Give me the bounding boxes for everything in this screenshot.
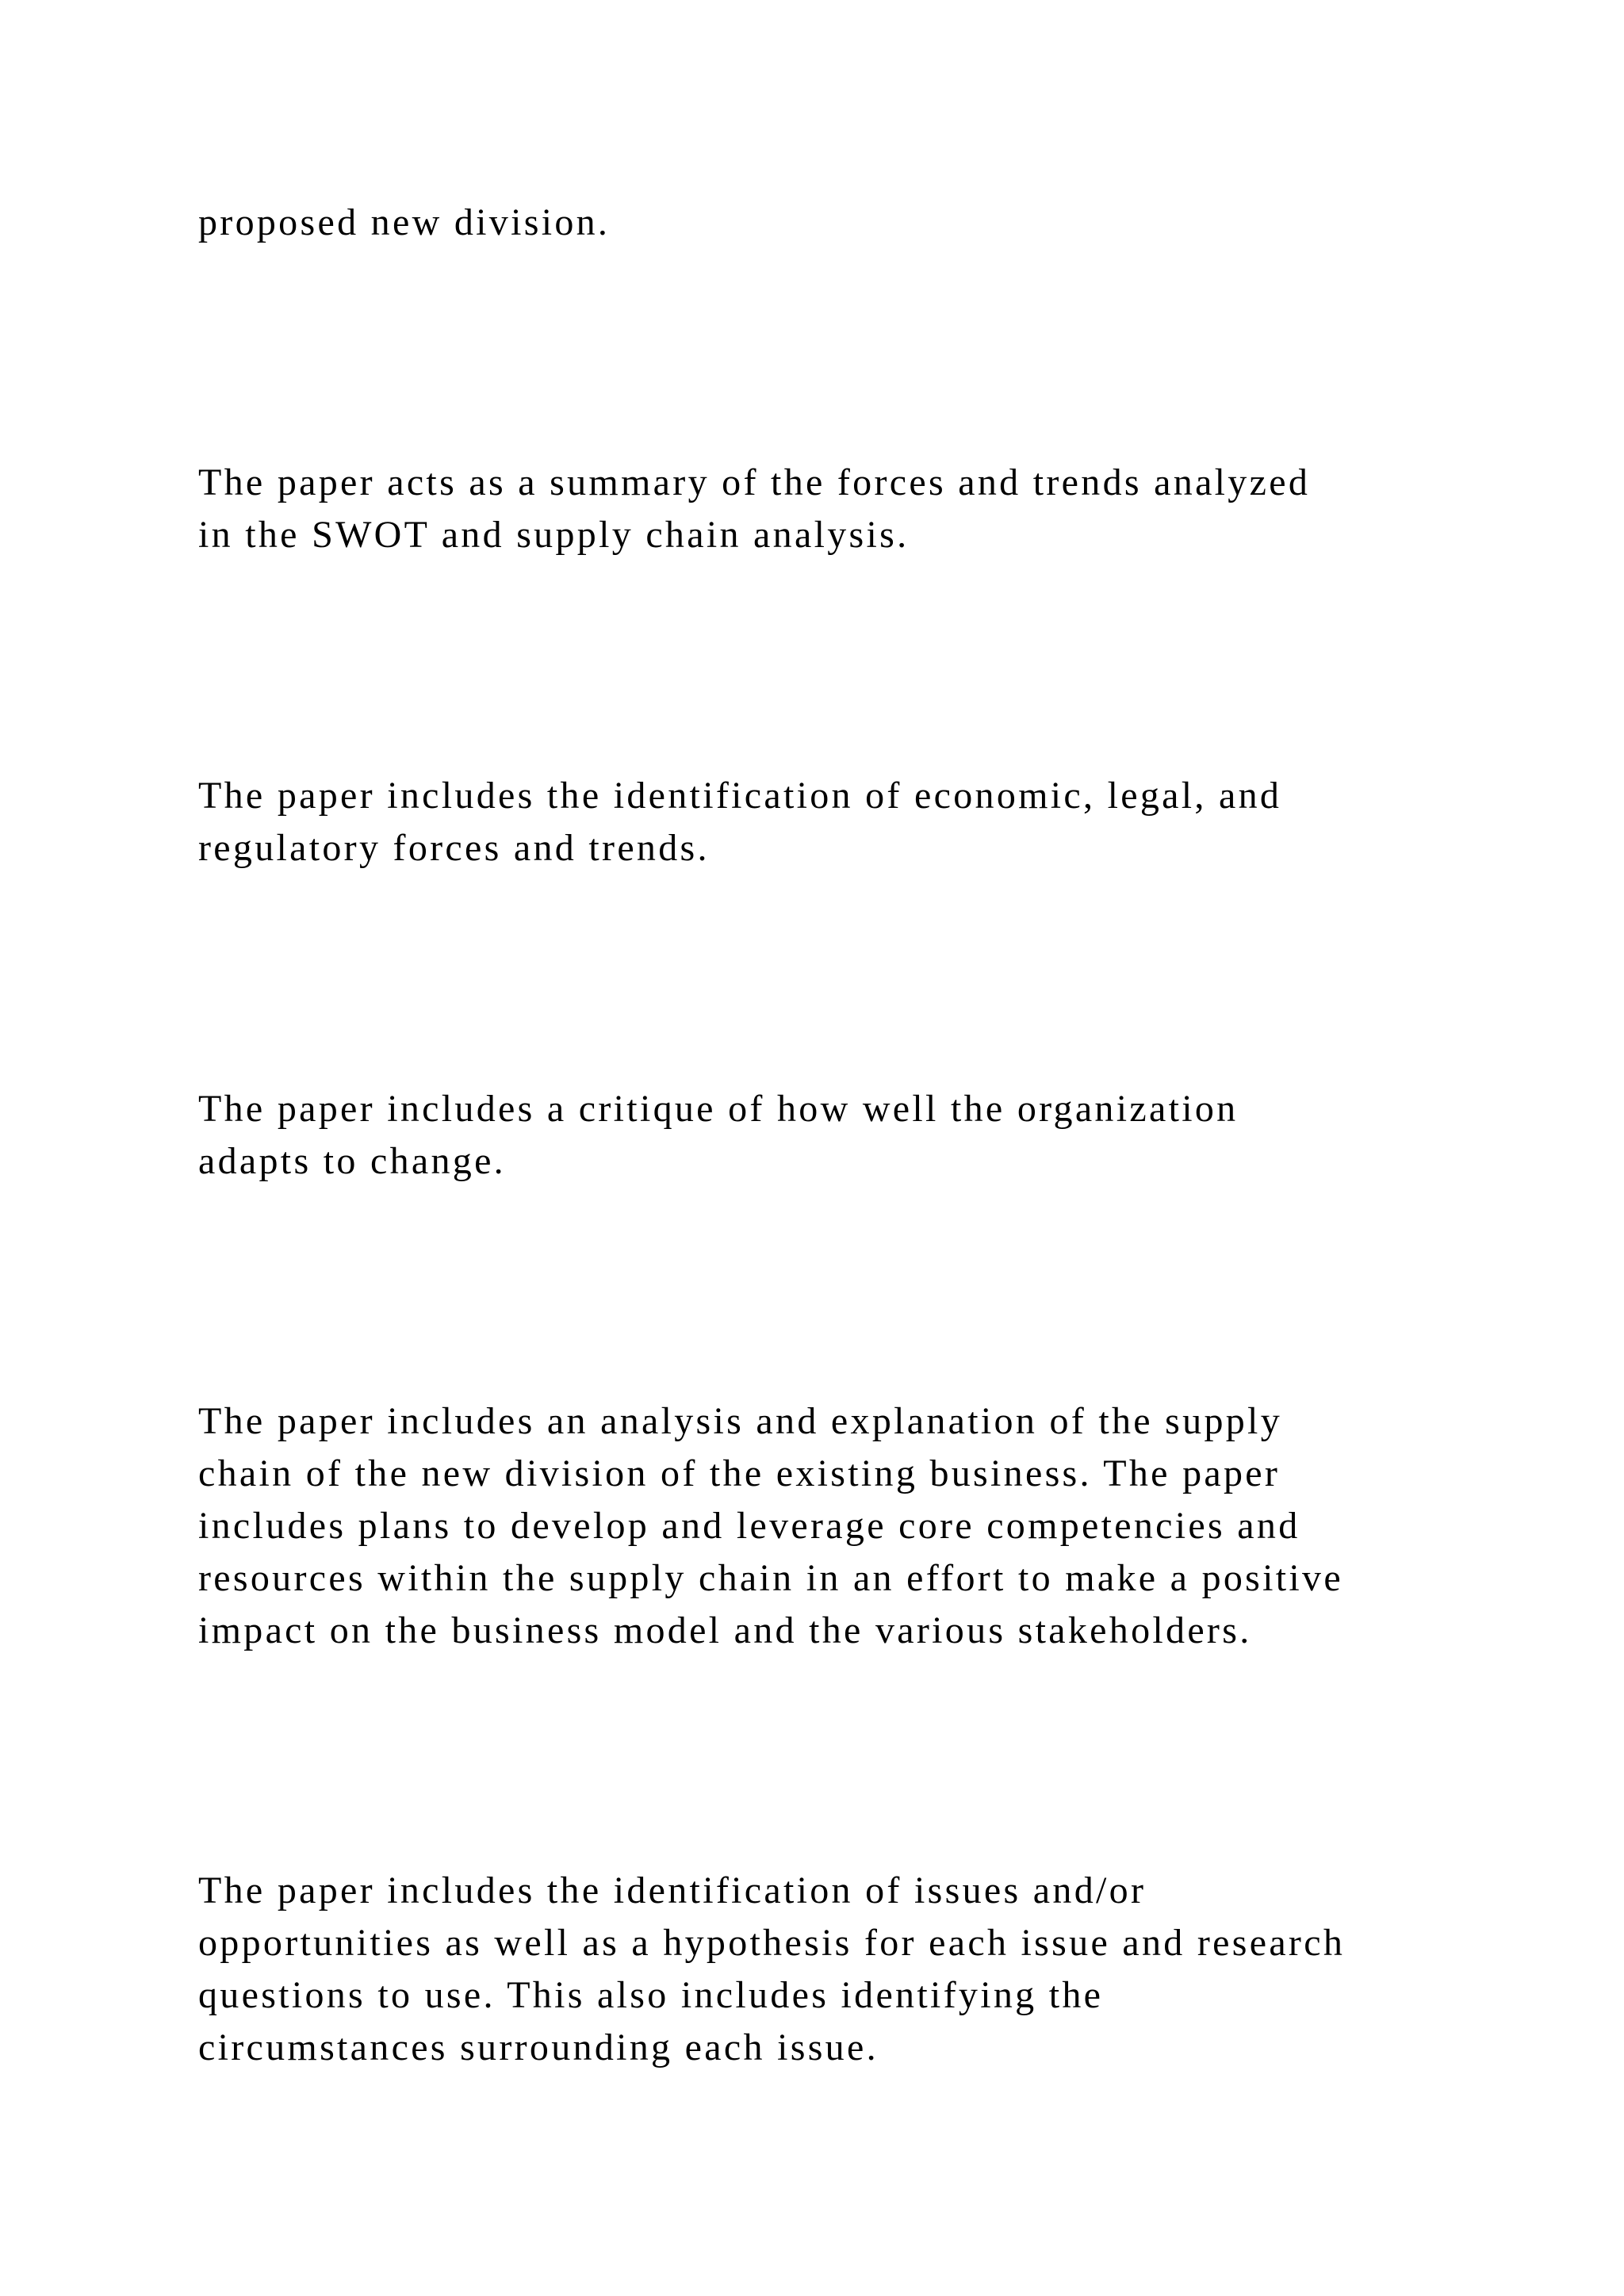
paragraph-line: impact on the business model and the various stakeholders. <box>198 1609 1252 1651</box>
paragraph-line: The paper includes an analysis and explanation of the supply <box>198 1400 1282 1442</box>
paragraph-line: adapts to change. <box>198 1140 506 1182</box>
paragraph-5 <box>198 1395 1467 1657</box>
paragraph-line: regulatory forces and trends. <box>198 827 710 869</box>
paragraph-4 <box>198 1083 1467 1188</box>
paragraph-line: The paper includes the identification of issues and/or <box>198 1869 1147 1911</box>
paragraph-1 <box>198 197 1467 249</box>
paragraph-6 <box>198 1865 1467 2074</box>
paragraph-line: circumstances surrounding each issue. <box>198 2026 879 2068</box>
paragraph-line: chain of the new division of the existing business. The paper <box>198 1452 1281 1494</box>
paragraph-line: The paper includes a critique of how well the organization <box>198 1088 1239 1130</box>
paragraph-line: includes plans to develop and leverage core competencies and <box>198 1505 1300 1547</box>
paragraph-2 <box>198 457 1467 561</box>
paragraph-line: resources within the supply chain in an effort to make a positive <box>198 1557 1343 1599</box>
paragraph-line: The paper includes the identification of economic, legal, and <box>198 775 1282 817</box>
paragraph-line: in the SWOT and supply chain analysis. <box>198 514 910 556</box>
paragraph-line: proposed new division. <box>198 201 611 243</box>
paragraph-line: The paper acts as a summary of the forces and trends analyzed <box>198 461 1311 503</box>
paragraph-line: opportunities as well as a hypothesis for each issue and research <box>198 1922 1346 1964</box>
paragraph-line: questions to use. This also includes identifying the <box>198 1974 1104 2016</box>
paragraph-3 <box>198 770 1467 874</box>
